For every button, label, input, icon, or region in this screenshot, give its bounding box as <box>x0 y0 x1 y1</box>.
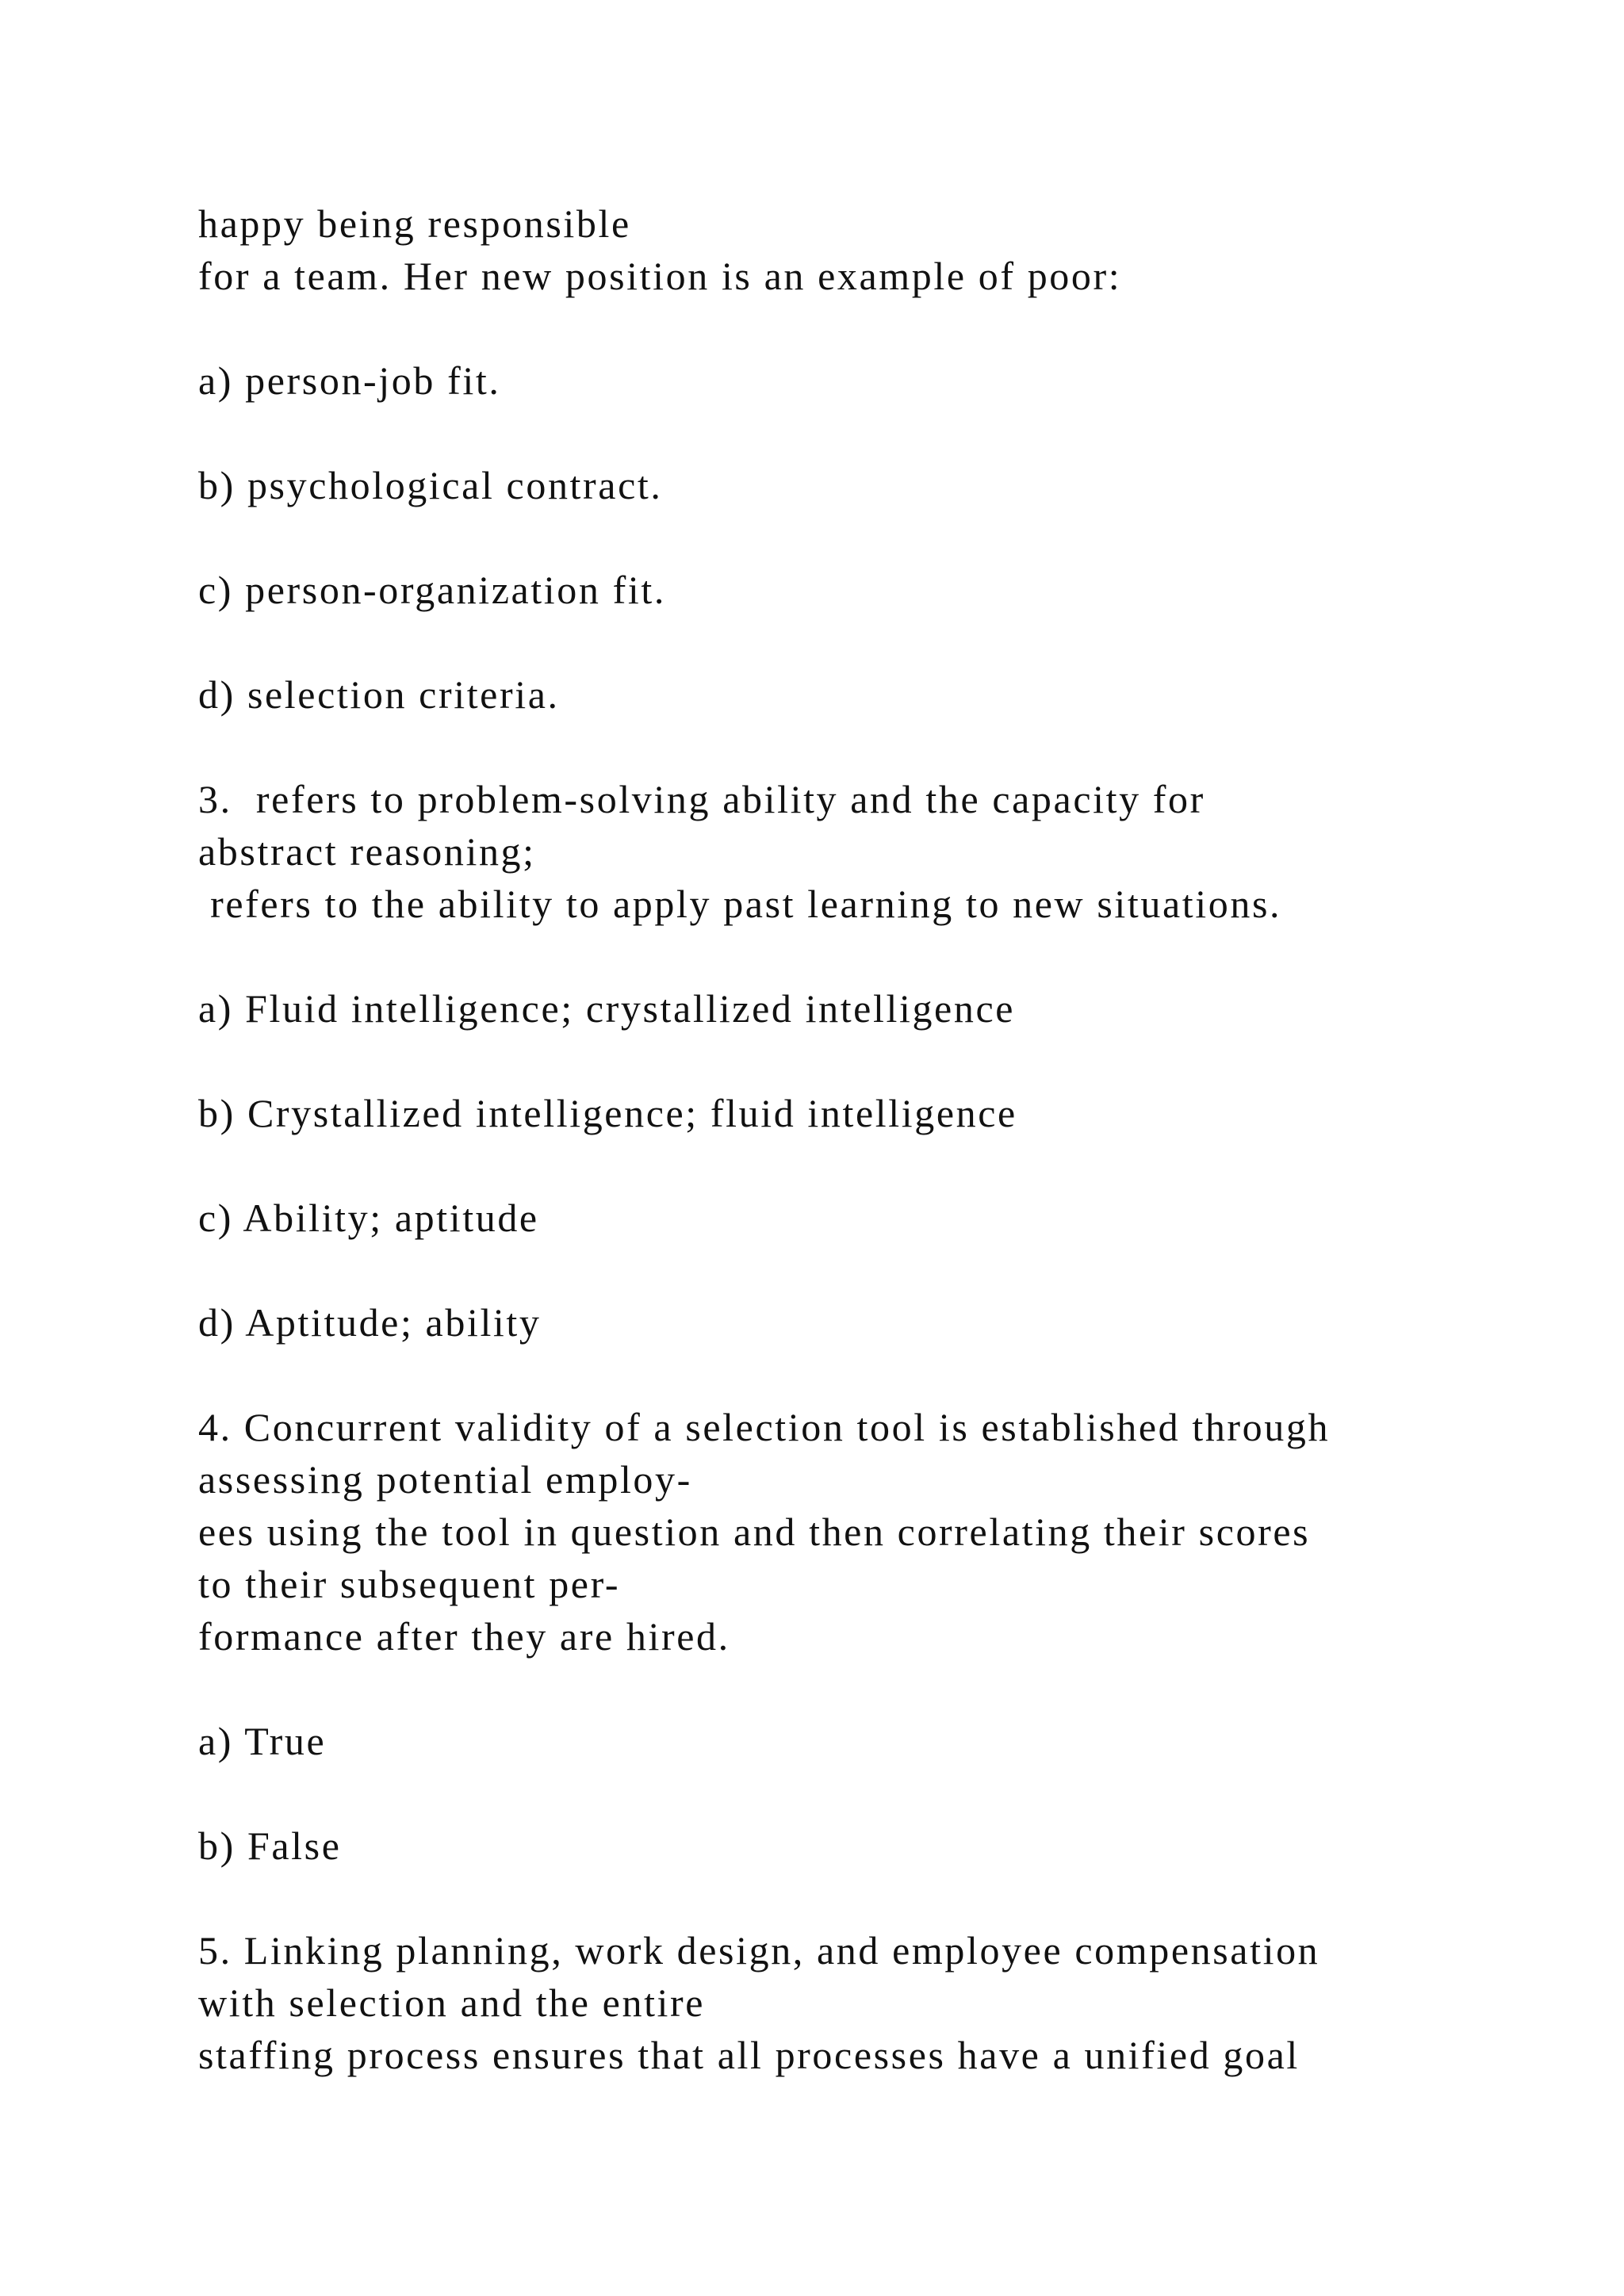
question-4-text-line-4: to their subsequent per- <box>198 1562 621 1606</box>
question-2-text-line-2: for a team. Her new position is an example of poor: <box>198 254 1122 298</box>
question-4-text-line-3: ees using the tool in question and then correlating their scores <box>198 1510 1311 1554</box>
question-3-option-b: b) Crystallized intelligence; fluid intelligence <box>198 1091 1017 1135</box>
question-3-text-line-3: refers to the ability to apply past learning to new situations. <box>198 882 1282 926</box>
question-2-option-b: b) psychological contract. <box>198 463 663 507</box>
question-4-option-a: a) True <box>198 1719 327 1763</box>
question-3-text-line-2: abstract reasoning; <box>198 829 536 874</box>
question-4-text-line-2: assessing potential employ- <box>198 1457 692 1502</box>
question-3-option-c: c) Ability; aptitude <box>198 1196 539 1240</box>
question-2-text-line-1: happy being responsible <box>198 201 631 246</box>
question-2-option-a: a) person-job fit. <box>198 358 501 403</box>
question-4-option-b: b) False <box>198 1823 342 1868</box>
question-3-option-d: d) Aptitude; ability <box>198 1300 542 1345</box>
question-3-text-line-1: 3. refers to problem-solving ability and the capacity for <box>198 777 1205 821</box>
question-3-option-a: a) Fluid intelligence; crystallized intelligence <box>198 986 1016 1031</box>
question-5-text-line-1: 5. Linking planning, work design, and employee compensation <box>198 1928 1320 1973</box>
question-2-option-c: c) person-organization fit. <box>198 568 666 612</box>
question-4-text-line-5: formance after they are hired. <box>198 1614 730 1659</box>
question-5-text-line-3: staffing process ensures that all processes have a unified goal <box>198 2033 1300 2077</box>
question-4-text-line-1: 4. Concurrent validity of a selection tool is established through <box>198 1405 1331 1449</box>
question-5-text-line-2: with selection and the entire <box>198 1980 706 2025</box>
question-2-option-d: d) selection criteria. <box>198 672 560 717</box>
